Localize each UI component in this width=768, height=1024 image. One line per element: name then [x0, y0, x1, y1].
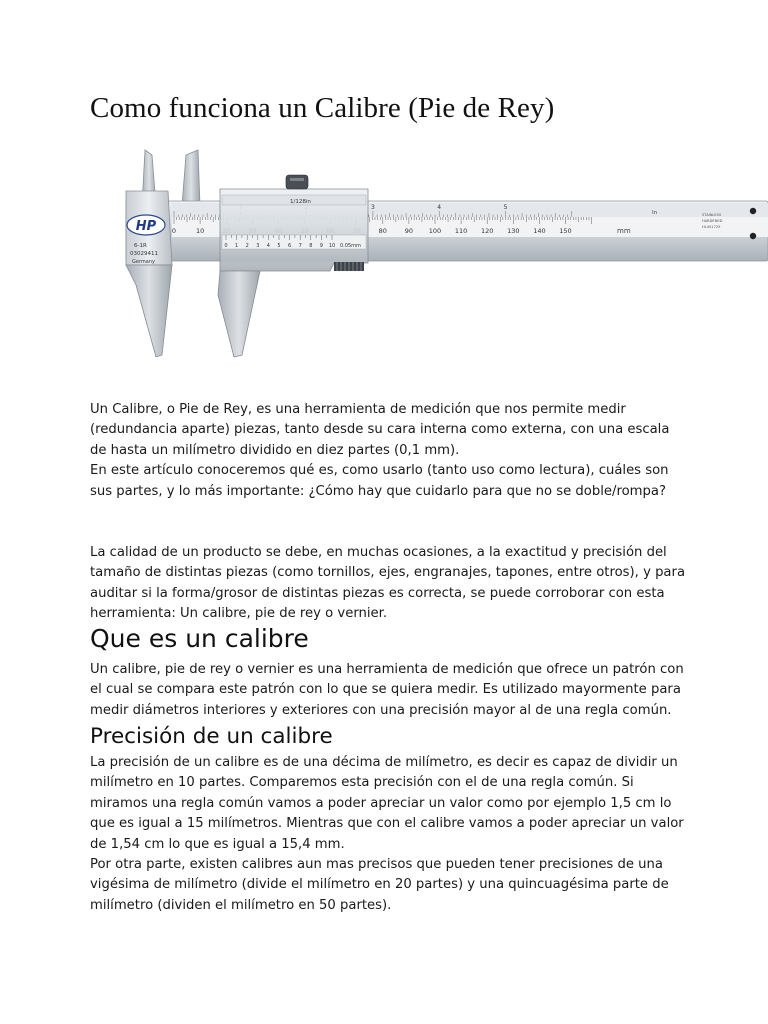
intro-block: [90, 400, 690, 502]
sliding-upper-jaw: [182, 150, 200, 205]
intro-paragraph-3: La calidad de un producto se debe, en muchas ocasiones, a la exactitud y precisión del tamaño de distintas piezas (como tornillos, ejes, engranajes, tapones, entre otros), y para auditar si la forma/grosor de distintas piezas es correcta, se puede corroborar con esta herramienta: Un calibre, pie de rey o vernier.: [90, 545, 686, 622]
vernier-tick-label: 5: [277, 243, 281, 249]
rivet-top: [750, 208, 756, 214]
inch-tick-label: 3: [370, 204, 375, 211]
vernier-label-top: 1/128in: [290, 199, 311, 205]
vernier-tick-label: 2: [245, 243, 249, 249]
vernier-tick-label: 8: [309, 243, 313, 249]
model-line-1: 6-1R: [134, 243, 147, 249]
mm-tick-label: 10: [195, 227, 205, 235]
vernier-tick-label: 3: [256, 243, 260, 249]
inch-tick-label: 5: [503, 204, 508, 211]
vernier-tick-label: 9: [319, 243, 323, 249]
vernier-tick-label: 10: [328, 243, 336, 249]
stamp-line-3: HL401729: [702, 225, 721, 229]
mm-tick-label: 80: [378, 227, 387, 235]
section2-paragraph-2: Por otra parte, existen calibres aun mas precisos que pueden tener precisiones de una vigésima de milímetro (divide el milímetro en 20 partes) y una quincuagésima parte de milímetro (dividen el milímetro en 50 partes).: [90, 857, 669, 913]
inch-marker: In: [652, 210, 658, 216]
section1-block: [90, 660, 690, 721]
document-title: Como funciona un Calibre (Pie de Rey): [90, 92, 555, 124]
rivet-bottom: [750, 233, 756, 239]
locking-screw: [286, 175, 308, 189]
model-line-2: 03029411: [130, 251, 158, 257]
mm-tick-label: 90: [404, 227, 414, 235]
mm-tick-label: 100: [428, 227, 442, 235]
mm-tick-label: 130: [507, 227, 520, 235]
inch-tick-label: 4: [437, 204, 442, 211]
vernier-label-bottom: 0.05mm: [340, 243, 361, 249]
intro-block-2: [90, 543, 690, 625]
vernier-tick-label: 0: [224, 243, 228, 249]
unit-label: mm: [617, 227, 631, 235]
mm-tick-label: 140: [533, 227, 546, 235]
vernier-tick-label: 7: [298, 243, 302, 249]
fixed-lower-jaw: [126, 265, 172, 357]
model-line-3: Germany: [132, 259, 155, 265]
mm-tick-label: 120: [480, 227, 494, 235]
vernier-tick-label: 4: [266, 243, 270, 249]
section-heading-precision: Precisión de un calibre: [90, 724, 333, 749]
intro-paragraph-1: Un Calibre, o Pie de Rey, es una herramienta de medición que nos permite medir (redundancia aparte) piezas, tanto desde su cara interna como externa, con una escala de hasta un milímetro dividido en diez partes (0,1 mm).: [90, 402, 670, 458]
section2-block: [90, 753, 690, 916]
stamp-line-1: STAINLESS: [702, 213, 722, 217]
sliding-lower-jaw: [218, 271, 260, 357]
vernier-tick-label: 6: [288, 243, 292, 249]
brand-logo-text: HP: [135, 219, 157, 234]
mm-tick-label: 150: [559, 227, 572, 235]
stamp-line-2: HARDENED: [702, 219, 723, 223]
mm-tick-label: 110: [454, 227, 468, 235]
section2-paragraph-1: La precisión de un calibre es de una décima de milímetro, es decir es capaz de dividir un milímetro en 10 partes. Comparemos esta precisión con el de una regla común. Si miramos una regla común vamos a poder apreciar un valor como por ejemplo 1,5 cm lo que es igual a 15 milímetros. Mientras que con el calibre vamos a poder apreciar un valor de 1,54 cm lo que es igual a 15,4 mm.: [90, 755, 684, 852]
mm-tick-label: 0: [171, 227, 177, 235]
section1-paragraph: Un calibre, pie de rey o vernier es una herramienta de medición que ofrece un patrón con el cual se compara este patrón con lo que se quiera medir. Es utilizado mayormente para medir diámetros interiores y exteriores con una precisión mayor al de una regla común.: [90, 662, 684, 718]
intro-paragraph-2: En este artículo conoceremos qué es, como usarlo (tanto uso como lectura), cuáles son sus partes, y lo más importante: ¿Cómo hay que cuidarlo para que no se doble/rompa?: [90, 463, 669, 499]
section-heading-que-es: Que es un calibre: [90, 624, 309, 653]
vernier-tick-label: 1: [235, 243, 239, 249]
caliper-image: [112, 145, 768, 365]
